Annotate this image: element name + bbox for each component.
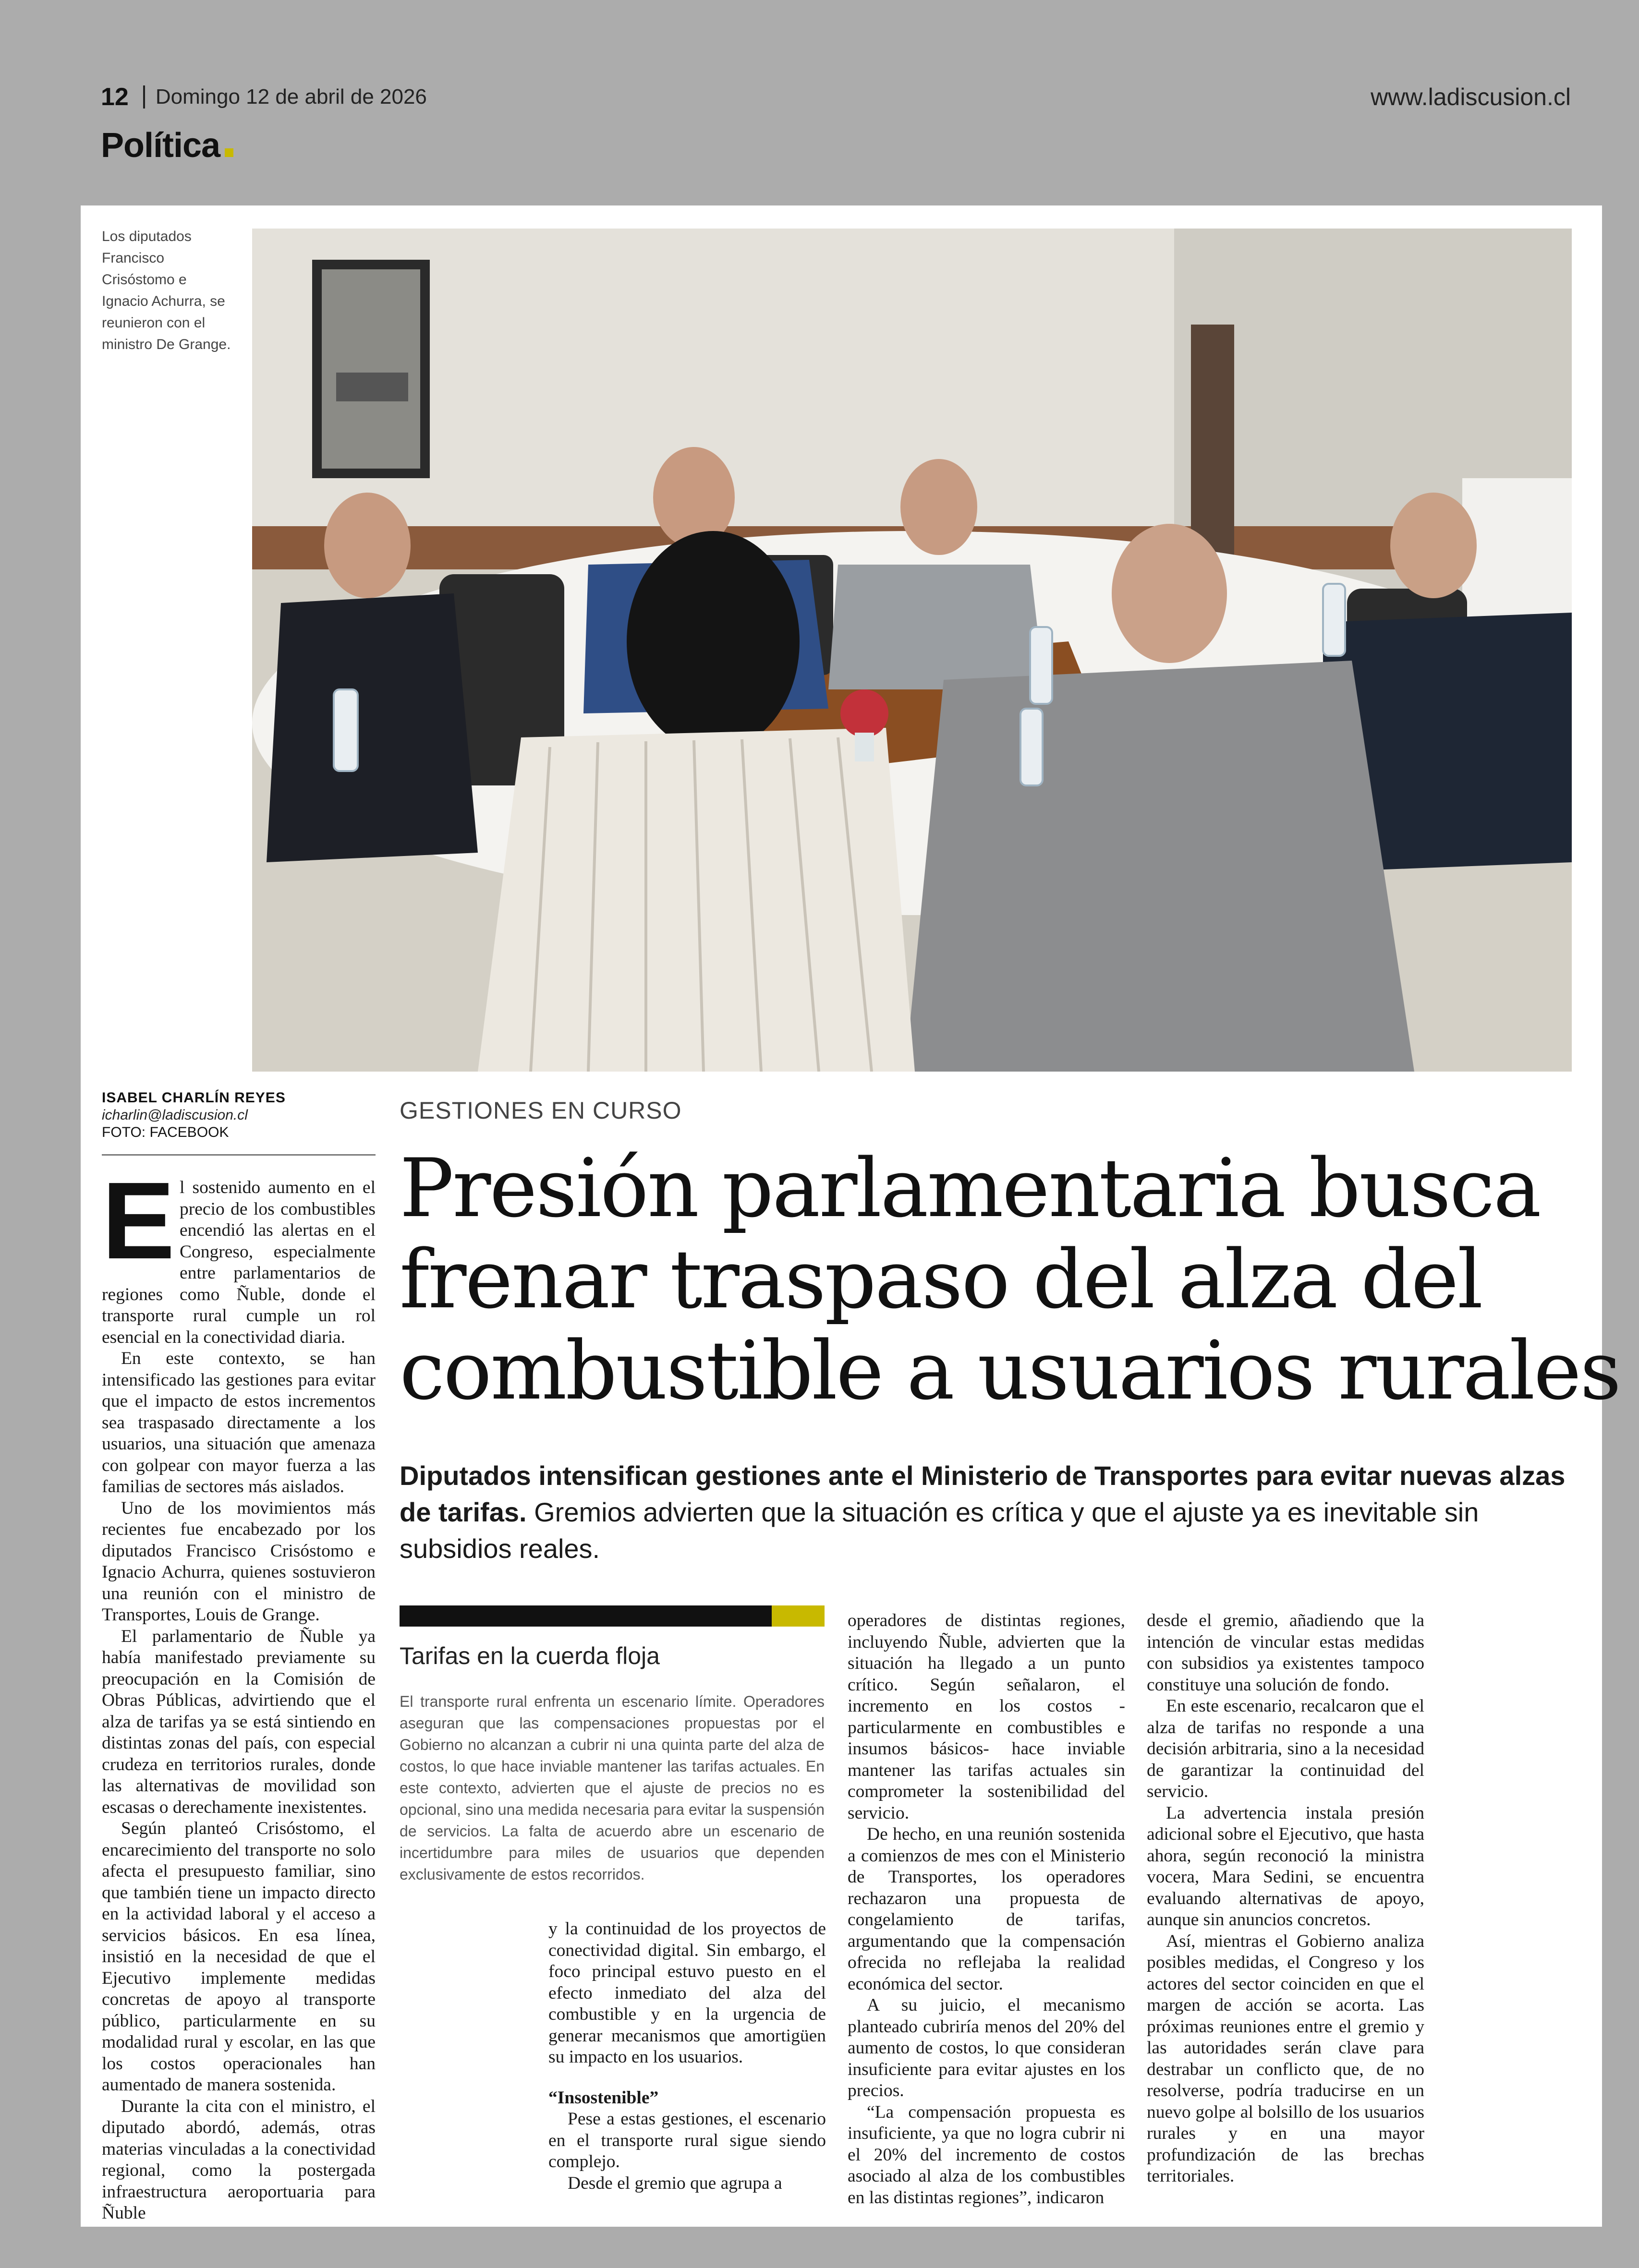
body-paragraph: Según planteó Crisóstomo, el encarecimiento del transporte no solo afecta el presupuesto familiar, sino que también tiene un impacto directo en la actividad laboral y el acceso a servicios básicos. En esa línea, insistió en la necesidad de que el Ejecutivo implemente medidas concretas de apoyo al transporte público, particularmente en su modalidad rural y escolar, en las que los costos operacionales han aumentado de manera sostenida. [102, 1819, 376, 2095]
body-paragraph: De hecho, en una reunión sostenida a comienzos de mes con el Ministerio de Transportes, los operadores rechazaron una propuesta de congelamiento de tarifas, argumentando que la compensación ofrecida no reflejaba la realidad económica del sector. [848, 1824, 1125, 1994]
body-column-4 [1147, 1610, 1424, 2187]
body-column-1 [102, 1160, 376, 2224]
byline-rule [102, 1154, 376, 1156]
body-paragraph: En este contexto, se han intensificado las gestiones para evitar que el impacto de estos incrementos sea traspasado directamente a los usuarios, una situación que amenaza con golpear con mayor fuerza a las familias de sectores más aislados. [102, 1349, 376, 1496]
section-name: Política [101, 126, 220, 165]
photo-credit: FOTO: FACEBOOK [102, 1124, 229, 1140]
body-paragraph: Así, mientras el Gobierno analiza posibles medidas, el Congreso y los actores del sector coinciden en que el margen de acción se acorta. Las próximas reuniones entre el gremio y las autoridades serán clave para destrabar un conflicto que, de no resolverse, podría traducirse en un nuevo golpe al bolsillo de los usuarios rurales y en una mayor profundización de las brechas territoriales. [1147, 1931, 1424, 2186]
issue-date: Domingo 12 de abril de 2026 [155, 85, 427, 109]
article-kicker: GESTIONES EN CURSO [400, 1097, 682, 1124]
drop-cap: E [102, 1160, 175, 1282]
sidebar-header-bar [400, 1605, 825, 1627]
article-deck [400, 1458, 1576, 1567]
body-paragraph: El sostenido aumento en el precio de los combustibles encendió las alertas en el Congreso, especialmente entre parlamentarios de regiones como Ñuble, donde el transporte rural cumple un rol esencial en la conectividad diaria. [102, 1160, 376, 1347]
body-paragraph: El parlamentario de Ñuble ya había manifestado previamente su preocupación en la Comisión de Obras Públicas, advirtiendo que el alza de tarifas ya se está sintiendo en distintas zonas del país, con especial crudeza en territorios rurales, donde las alternativas de movilidad son escasas o derechamente inexistentes. [102, 1626, 376, 1817]
body-paragraph: La advertencia instala presión adicional sobre el Ejecutivo, que hasta ahora, según reconoció la ministra vocera, Mara Sedini, se encuentra evaluando alternativas de apoyo, aunque sin anuncios concretos. [1147, 1803, 1424, 1930]
body-paragraph: Pese a estas gestiones, el escenario en el transporte rural sigue siendo complejo. [548, 2109, 826, 2171]
body-paragraph: A su juicio, el mecanismo planteado cubriría menos del 20% del aumento de costos, lo que consideran insuficiente para evitar ajustes en los precios. [848, 1995, 1125, 2100]
body-subhead: “Insostenible” [548, 2087, 659, 2108]
section-accent-dot [225, 148, 233, 157]
body-paragraph: Durante la cita con el ministro, el diputado abordó, además, otras materias vinculadas a la conectividad regional, como la postergada infraestructura aeroportuaria para Ñuble [102, 2096, 376, 2223]
photo-caption: Los diputados Francisco Crisóstomo e Ignacio Achurra, se reunieron con el ministro De Grange. [102, 229, 231, 352]
site-url[interactable]: www.ladiscusion.cl [1371, 84, 1571, 110]
article-photo [252, 229, 1572, 1072]
headline-line-2: frenar traspaso del alza del [400, 1232, 1482, 1327]
section-label [101, 126, 233, 165]
header-divider [143, 85, 145, 109]
body-paragraph: Desde el gremio que agrupa a [568, 2173, 782, 2193]
article-headline [400, 1141, 1620, 1418]
body-paragraph: y la continuidad de los proyectos de conectividad digital. Sin embargo, el foco principal estuvo puesto en el efecto inmediato del alza del combustible y en la urgencia de generar mecanismos que amortigüen su impacto en los usuarios. [548, 1919, 826, 2067]
author-name: ISABEL CHARLÍN REYES [102, 1090, 286, 1106]
body-paragraph: “La compensación propuesta es insuficiente, ya que no logra cubrir ni el 20% del incremento de costos asociado al alza de los combustibles en las distintas regiones”, indicaron [848, 2102, 1125, 2208]
author-email[interactable]: icharlin@ladiscusion.cl [102, 1107, 248, 1123]
headline-line-1: Presión parlamentaria busca [400, 1141, 1540, 1235]
page-number: 12 [101, 83, 129, 111]
page-header-left [101, 83, 427, 111]
body-column-2 [548, 1918, 826, 2194]
headline-line-3: combustible a usuarios rurales [400, 1324, 1620, 1418]
meeting-photo-illustration [252, 229, 1572, 1072]
sidebar-text: El transporte rural enfrenta un escenario límite. Operadores aseguran que las compensaciones propuestas por el Gobierno no alcanzan a cubrir ni una quinta parte del alza de costos, lo que hace inviable mantener las tarifas actuales. En este contexto, advierten que el ajuste de precios no es opcional, sino una medida necesaria para evitar la suspensión de servicios. La falta de acuerdo abre un escenario de incertidumbre para miles de usuarios que dependen exclusivamente de estos recorridos. [400, 1693, 825, 1883]
body-paragraph: operadores de distintas regiones, incluyendo Ñuble, advierten que la situación ha llegado a un punto crítico. Según señalaron, el incremento en los costos -particularmente en combustibles e insumos básicos- hace inviable mantener las tarifas actuales sin comprometer la sostenibilidad del servicio. [848, 1611, 1125, 1823]
body-paragraph: En este escenario, recalcaron que el alza de tarifas no responde a una decisión arbitraria, sino a la necesidad de garantizar la continuidad del servicio. [1147, 1696, 1424, 1801]
sidebar-title: Tarifas en la cuerda floja [400, 1642, 660, 1669]
body-paragraph: Uno de los movimientos más recientes fue encabezado por los diputados Francisco Crisóstomo e Ignacio Achurra, quienes sostuvieron una reunión con el ministro de Transportes, Louis de Grange. [102, 1498, 376, 1625]
body-paragraph: desde el gremio, añadiendo que la intención de vincular estas medidas con subsidios ya existentes tampoco constituye una solución de fondo. [1147, 1611, 1424, 1695]
deck-bold: Diputados intensifican gestiones ante el Ministerio de Transportes para evitar nuevas alzas de tarifas. [400, 1460, 1566, 1527]
byline [102, 1090, 286, 1141]
body-column-3 [848, 1610, 1125, 2208]
deck-regular: Gremios advierten que la situación es crítica y que el ajuste ya es inevitable sin subsidios reales. [400, 1497, 1479, 1564]
